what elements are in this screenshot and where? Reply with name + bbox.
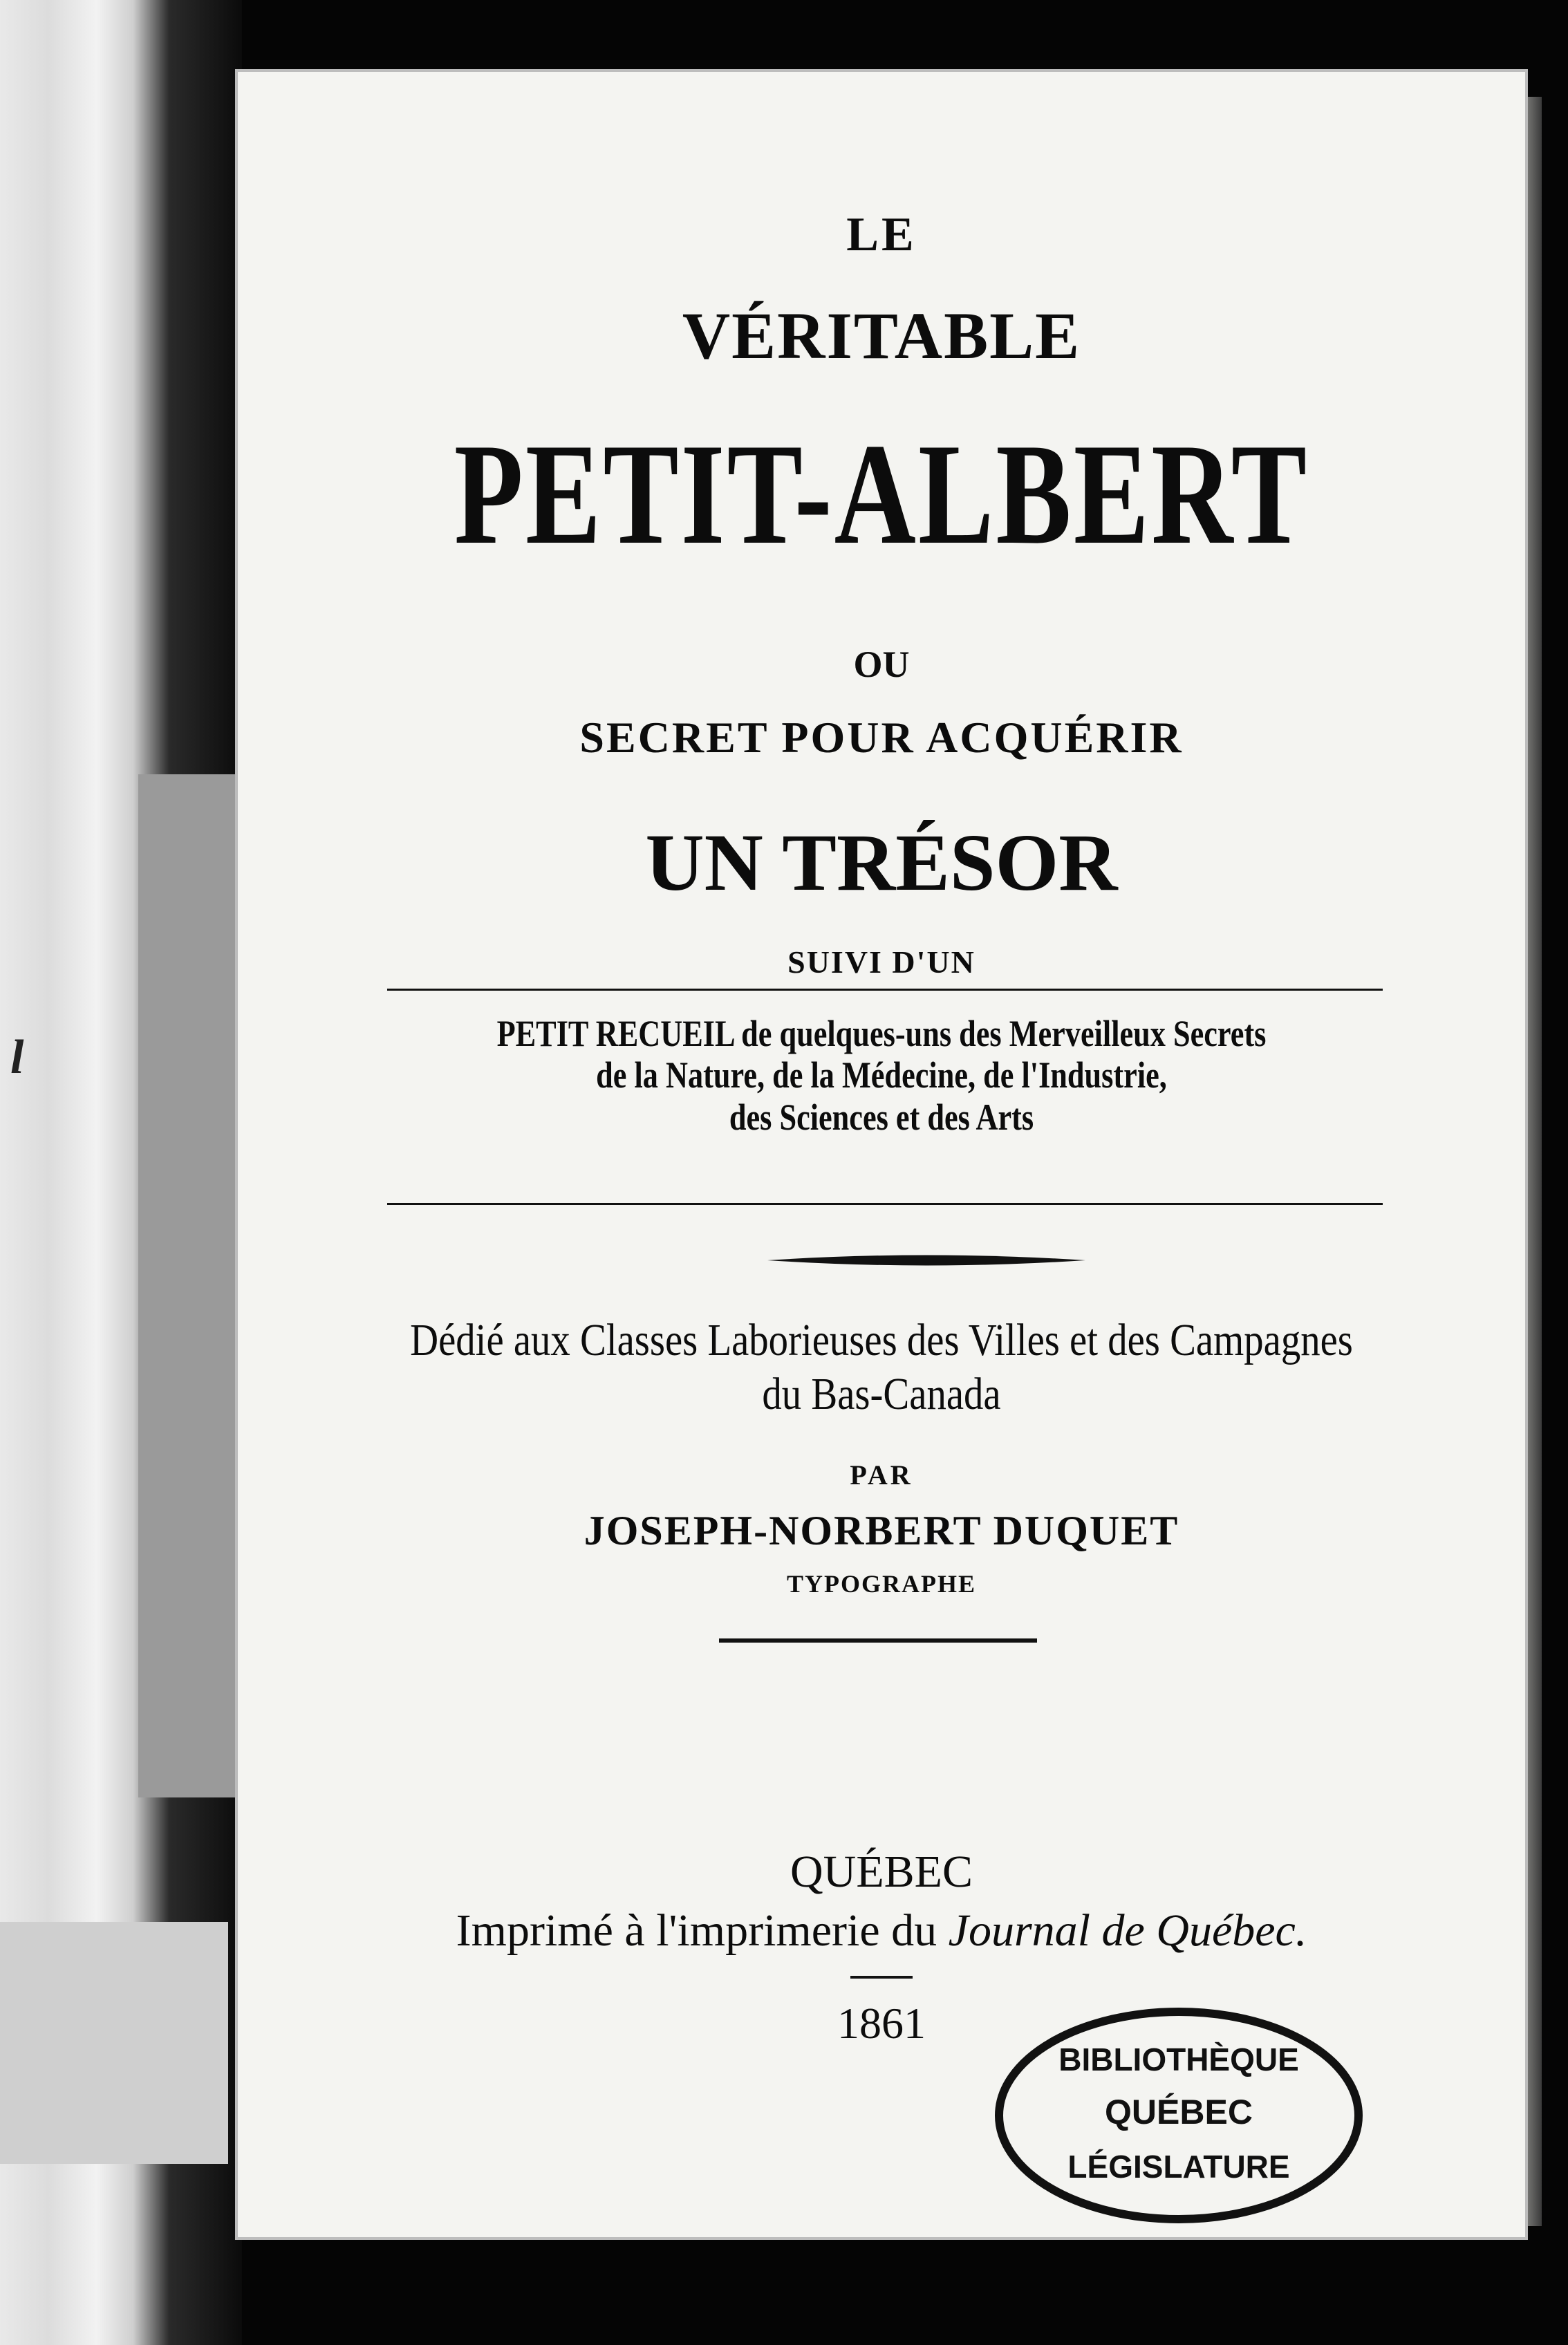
recueil-line: de la Nature, de la Médecine, de l'Industrie, [596,1054,1167,1096]
previous-page-shadow [0,1922,228,2164]
library-stamp [992,2005,1365,2226]
divider-rule [387,1203,1383,1205]
divider-rule [850,1976,913,1979]
par-label: PAR [850,1459,913,1491]
author-role: TYPOGRAPHE [786,1570,976,1598]
dedication [326,1314,1437,1421]
title-veritable: VÉRITABLE [682,299,1081,373]
previous-page-shadow [138,774,235,1797]
title-page [235,69,1528,2240]
subtitle: SECRET POUR ACQUÉRIR [579,713,1184,762]
dedication-line: du Bas-Canada [762,1368,1001,1419]
recueil-line: des Sciences et des Arts [729,1096,1034,1138]
imprint-city: QUÉBEC [790,1847,973,1897]
imprint-year: 1861 [837,1999,926,2048]
divider-rule [387,989,1383,991]
dedication-line: Dédié aux Classes Laborieuses des Villes et des Campagnes [410,1315,1353,1365]
divider-rule [719,1638,1037,1643]
ornament-rule [767,1250,1085,1271]
recueil-block [351,1013,1411,1138]
title-ou: OU [853,644,910,685]
imprint-prefix: Imprimé à l'imprimerie du [456,1905,949,1956]
stamp-line: LÉGISLATURE [1067,2149,1290,2185]
stamp-line: BIBLIOTHÈQUE [1058,2042,1299,2077]
previous-page-mark: l [10,1031,24,1084]
title-tresor: UN TRÉSOR [645,817,1118,908]
imprint-line [235,1905,1528,1957]
stamp-line: QUÉBEC [1105,2093,1253,2131]
title-le: LE [846,208,917,261]
title-suivi: SUIVI D'UN [787,944,976,980]
imprint-journal: Journal de Québec. [948,1905,1307,1956]
author-name: JOSEPH-NORBERT DUQUET [584,1508,1179,1553]
recueil-line: PETIT RECUEIL de quelques-uns des Merveilleux Secrets [496,1013,1267,1054]
main-title: PETIT-ALBERT [454,414,1309,574]
